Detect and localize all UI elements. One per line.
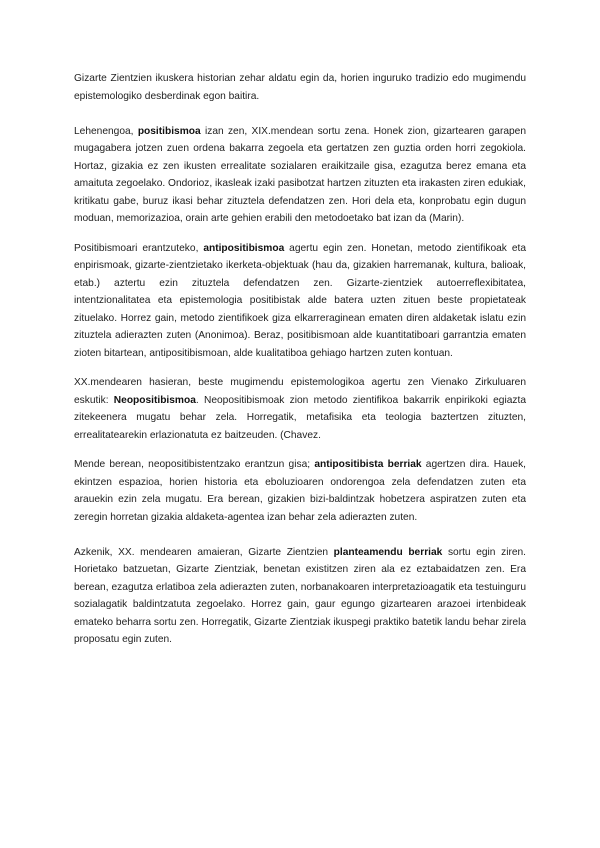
paragraph-positibismoa <box>74 123 526 228</box>
paragraph-neopositibismoa <box>74 374 526 444</box>
paragraph-text: XX.mendearen hasieran, beste mugimendu epistemologikoa agertu zen Vienako Zirkuluaren eskutik: <box>74 377 526 406</box>
paragraph-bold-term: antipositibismoa <box>203 242 285 254</box>
paragraph-planteamendu-berriak <box>74 544 526 649</box>
paragraph-bold-term: Neopositibismoa <box>113 394 196 406</box>
paragraph-antipositibismoa <box>74 240 526 363</box>
paragraph-text: agertzen dira. Hauek, ekintzen espazioa, horien historia eta eboluzioaren ondorengoa zela defendatzen zuten eta arauekin ezin zela mugatu. Era berean, gizakien bizi-baldintzak hobetzera aspiratzen zuten eta zeregin horretan gizakia aldaketa-agentea izan behar zela adierazten zuten. <box>74 459 526 523</box>
paragraph-intro <box>74 70 526 105</box>
paragraph-text: agertu egin zen. Honetan, metodo zientifikoak eta enpirismoak, gizarte-zientzietako ikerketa-objektuak (hau da, gizakien harremanak, kultura, balioak, etab.) aztertu ezin zituztela defendatzen zen. Gizarte-zientziek autoerreflexibitatea, intentzionalitatea eta epistemologia positibistak alde batera uzten zituen beste propietateak zituelako. Horrez gain, metodo zientifikoek giza elkarreraginean ematen diren aldaketak islatu ezin zituztela adierazten zuten (Anonimoa). Beraz, positibismoan alde kuantitatiboari garrantzia ematen zioten bitartean, antipositibismoan, alde kualitatiboa gehiago hartzen zuten kontuan. <box>74 242 526 359</box>
paragraph-text: Gizarte Zientzien ikuskera historian zehar aldatu egin da, horien inguruko tradizio edo mugimendu epistemologiko desberdinak egon baitira. <box>74 73 526 102</box>
paragraph-text: Lehenengoa, <box>74 125 138 137</box>
paragraph-text: . Neopositibismoak zion metodo zientifikoa bakarrik enpirikoki egiazta zitekeenera mugatu behar zela. Horregatik, metafisika eta teologia baztertzen zituzten, errealitatearekin erlazionatuta ez baitzeuden. (Chavez. <box>74 394 526 441</box>
document-page <box>74 70 526 649</box>
paragraph-bold-term: planteamendu berriak <box>333 546 443 558</box>
paragraph-text: Mende berean, neopositibistentzako erantzun gisa; <box>74 459 315 470</box>
paragraph-antipositibista-berriak <box>74 456 526 526</box>
paragraph-text: Positibismoari erantzuteko, <box>74 242 204 254</box>
paragraph-text: Azkenik, XX. mendearen amaieran, Gizarte Zientzien <box>74 546 334 558</box>
paragraph-text: sortu egin ziren. Horietako batzuetan, Gizarte Zientziak, benetan existitzen ziren ala ez eztabaidatzen zen. Era berean, ezagutza erlatiboa zela adierazten zuten, norbanakoaren interpretazioagatik eta testuinguru sozialagatik baldintzatuta zegoelako. Horrez gain, gaur egungo gizartearen arazoei irtenbideak emateko beharra sortu zen. Horregatik, Gizarte Zientziak ikuspegi praktiko batetik landu behar zirela proposatu egin zuten. <box>74 546 527 645</box>
paragraph-bold-term: antipositibista berriak <box>314 459 422 470</box>
paragraph-bold-term: positibismoa <box>137 125 201 137</box>
paragraph-text: izan zen, XIX.mendean sortu zena. Honek zion, gizartearen garapen mugagabera jotzen zuen ordena bakarra zegoela eta gertatzen zen guztia orden horri zegokiola. Hortaz, gizakia ez zen ikusten errealitate sozialaren eraikitzaile gisa, ezagutza berez emana eta amaituta zegoelako. Ondorioz, ikasleak izaki pasibotzat hartzen zituzten eta irakasten ziren edukiak, kritikatu gabe, buruz ikasi behar zituztela defendatzen zen. Hori dela eta, konprobatu egin dugun moduan, memorizazioa, orain arte gehien erabili den metodoetako bat izan da (Marin). <box>74 125 527 224</box>
